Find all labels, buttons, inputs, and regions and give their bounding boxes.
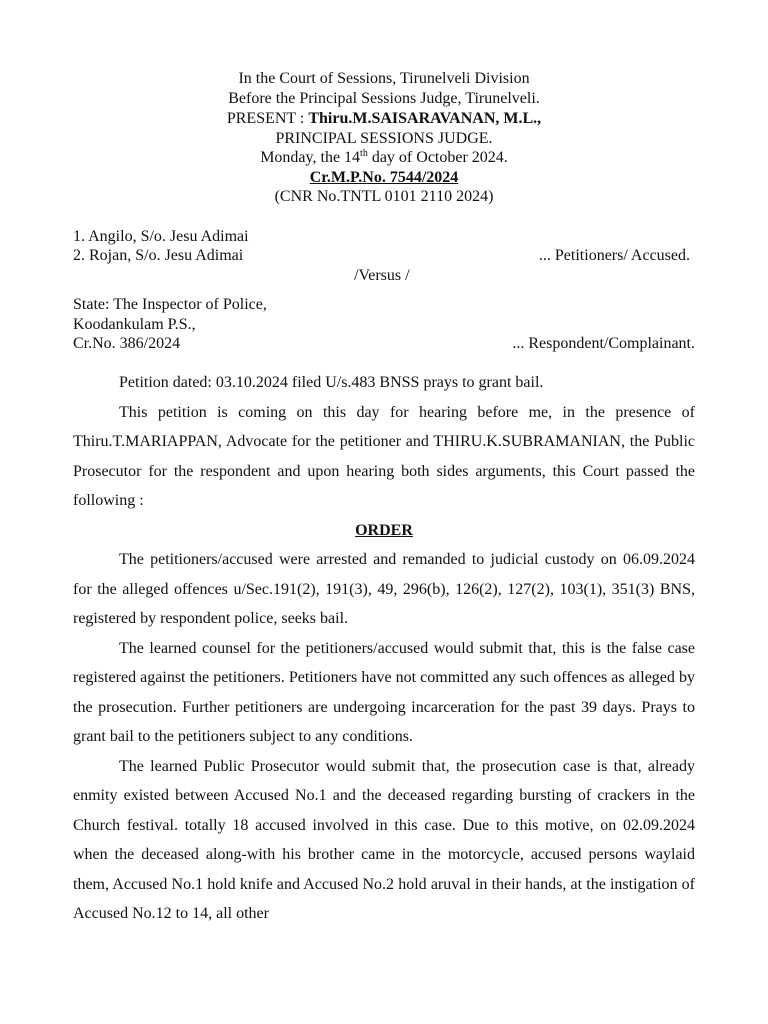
petitioner-1: 1. Angilo, S/o. Jesu Adimai [73, 228, 249, 245]
counsel-submission-paragraph: The learned counsel for the petitioners/accused would submit that, this is the false case registered against the petitioners. Petitioners have not committed any such offences as alleged by the prosecution. Further petitioners are undergoing incarceration for the past 39 days. Prays to grant bail to the petitioners subject to any conditions. [73, 639, 695, 745]
date-prefix: Monday, the 14 [260, 149, 361, 166]
petitioner-2: 2. Rojan, S/o. Jesu Adimai [73, 247, 244, 264]
hearing-date [0, 148, 768, 168]
respondent-role: ... Respondent/Complainant. [512, 335, 695, 352]
order-body [73, 368, 695, 929]
prosecutor-submission-paragraph: The learned Public Prosecutor would submit that, the prosecution case is that, already enmity existed between Accused No.1 and the deceased regarding bursting of crackers in the Church festival. totally 18 accused involved in this case. Due to this motive, on 02.09.2024 when the deceased along-with his brother came in the motorcycle, accused persons waylaid them, Accused No.1 hold knife and Accused No.2 hold aruval in their hands, at the instigation of Accused No.12 to 14, all other [73, 757, 695, 922]
judge-name: Thiru.M.SAISARAVANAN, M.L., [308, 110, 542, 127]
arrest-paragraph: The petitioners/accused were arrested and remanded to judicial custody on 06.09.2024 for the alleged offences u/Sec.191(2), 191(3), 49, 296(b), 126(2), 127(2), 103(1), 351(3) BNS, registered by respondent police, seeks bail. [73, 551, 695, 627]
order-heading: ORDER [355, 521, 413, 539]
judge-designation: PRINCIPAL SESSIONS JUDGE. [275, 130, 493, 147]
petitioner-role: ... Petitioners/ Accused. [538, 247, 690, 264]
respondent-line-2: Koodankulam P.S., [73, 316, 196, 333]
present-line [0, 109, 768, 129]
respondent-line-3: Cr.No. 386/2024 [73, 335, 181, 352]
present-label: PRESENT : [226, 110, 309, 127]
versus-label: /Versus / [354, 267, 410, 284]
case-number: Cr.M.P.No. 7544/2024 [309, 169, 459, 186]
court-name: In the Court of Sessions, Tirunelveli Division [238, 70, 530, 87]
cnr-number: (CNR No.TNTL 0101 2110 2024) [274, 188, 494, 205]
date-superscript: th [360, 148, 368, 159]
hearing-paragraph: This petition is coming on this day for hearing before me, in the presence of Thiru.T.MARIAPPAN, Advocate for the petitioner and THIRU.K.SUBRAMANIAN, the Public Prosecutor for the respondent and upon hearing both sides arguments, this Court passed the following : [73, 403, 695, 509]
petition-dated-paragraph: Petition dated: 03.10.2024 filed U/s.483 BNSS prays to grant bail. [119, 374, 544, 391]
court-judge-line: Before the Principal Sessions Judge, Tirunelveli. [228, 90, 540, 107]
date-suffix: day of October 2024. [367, 149, 508, 166]
respondent-line-1: State: The Inspector of Police, [73, 296, 267, 313]
